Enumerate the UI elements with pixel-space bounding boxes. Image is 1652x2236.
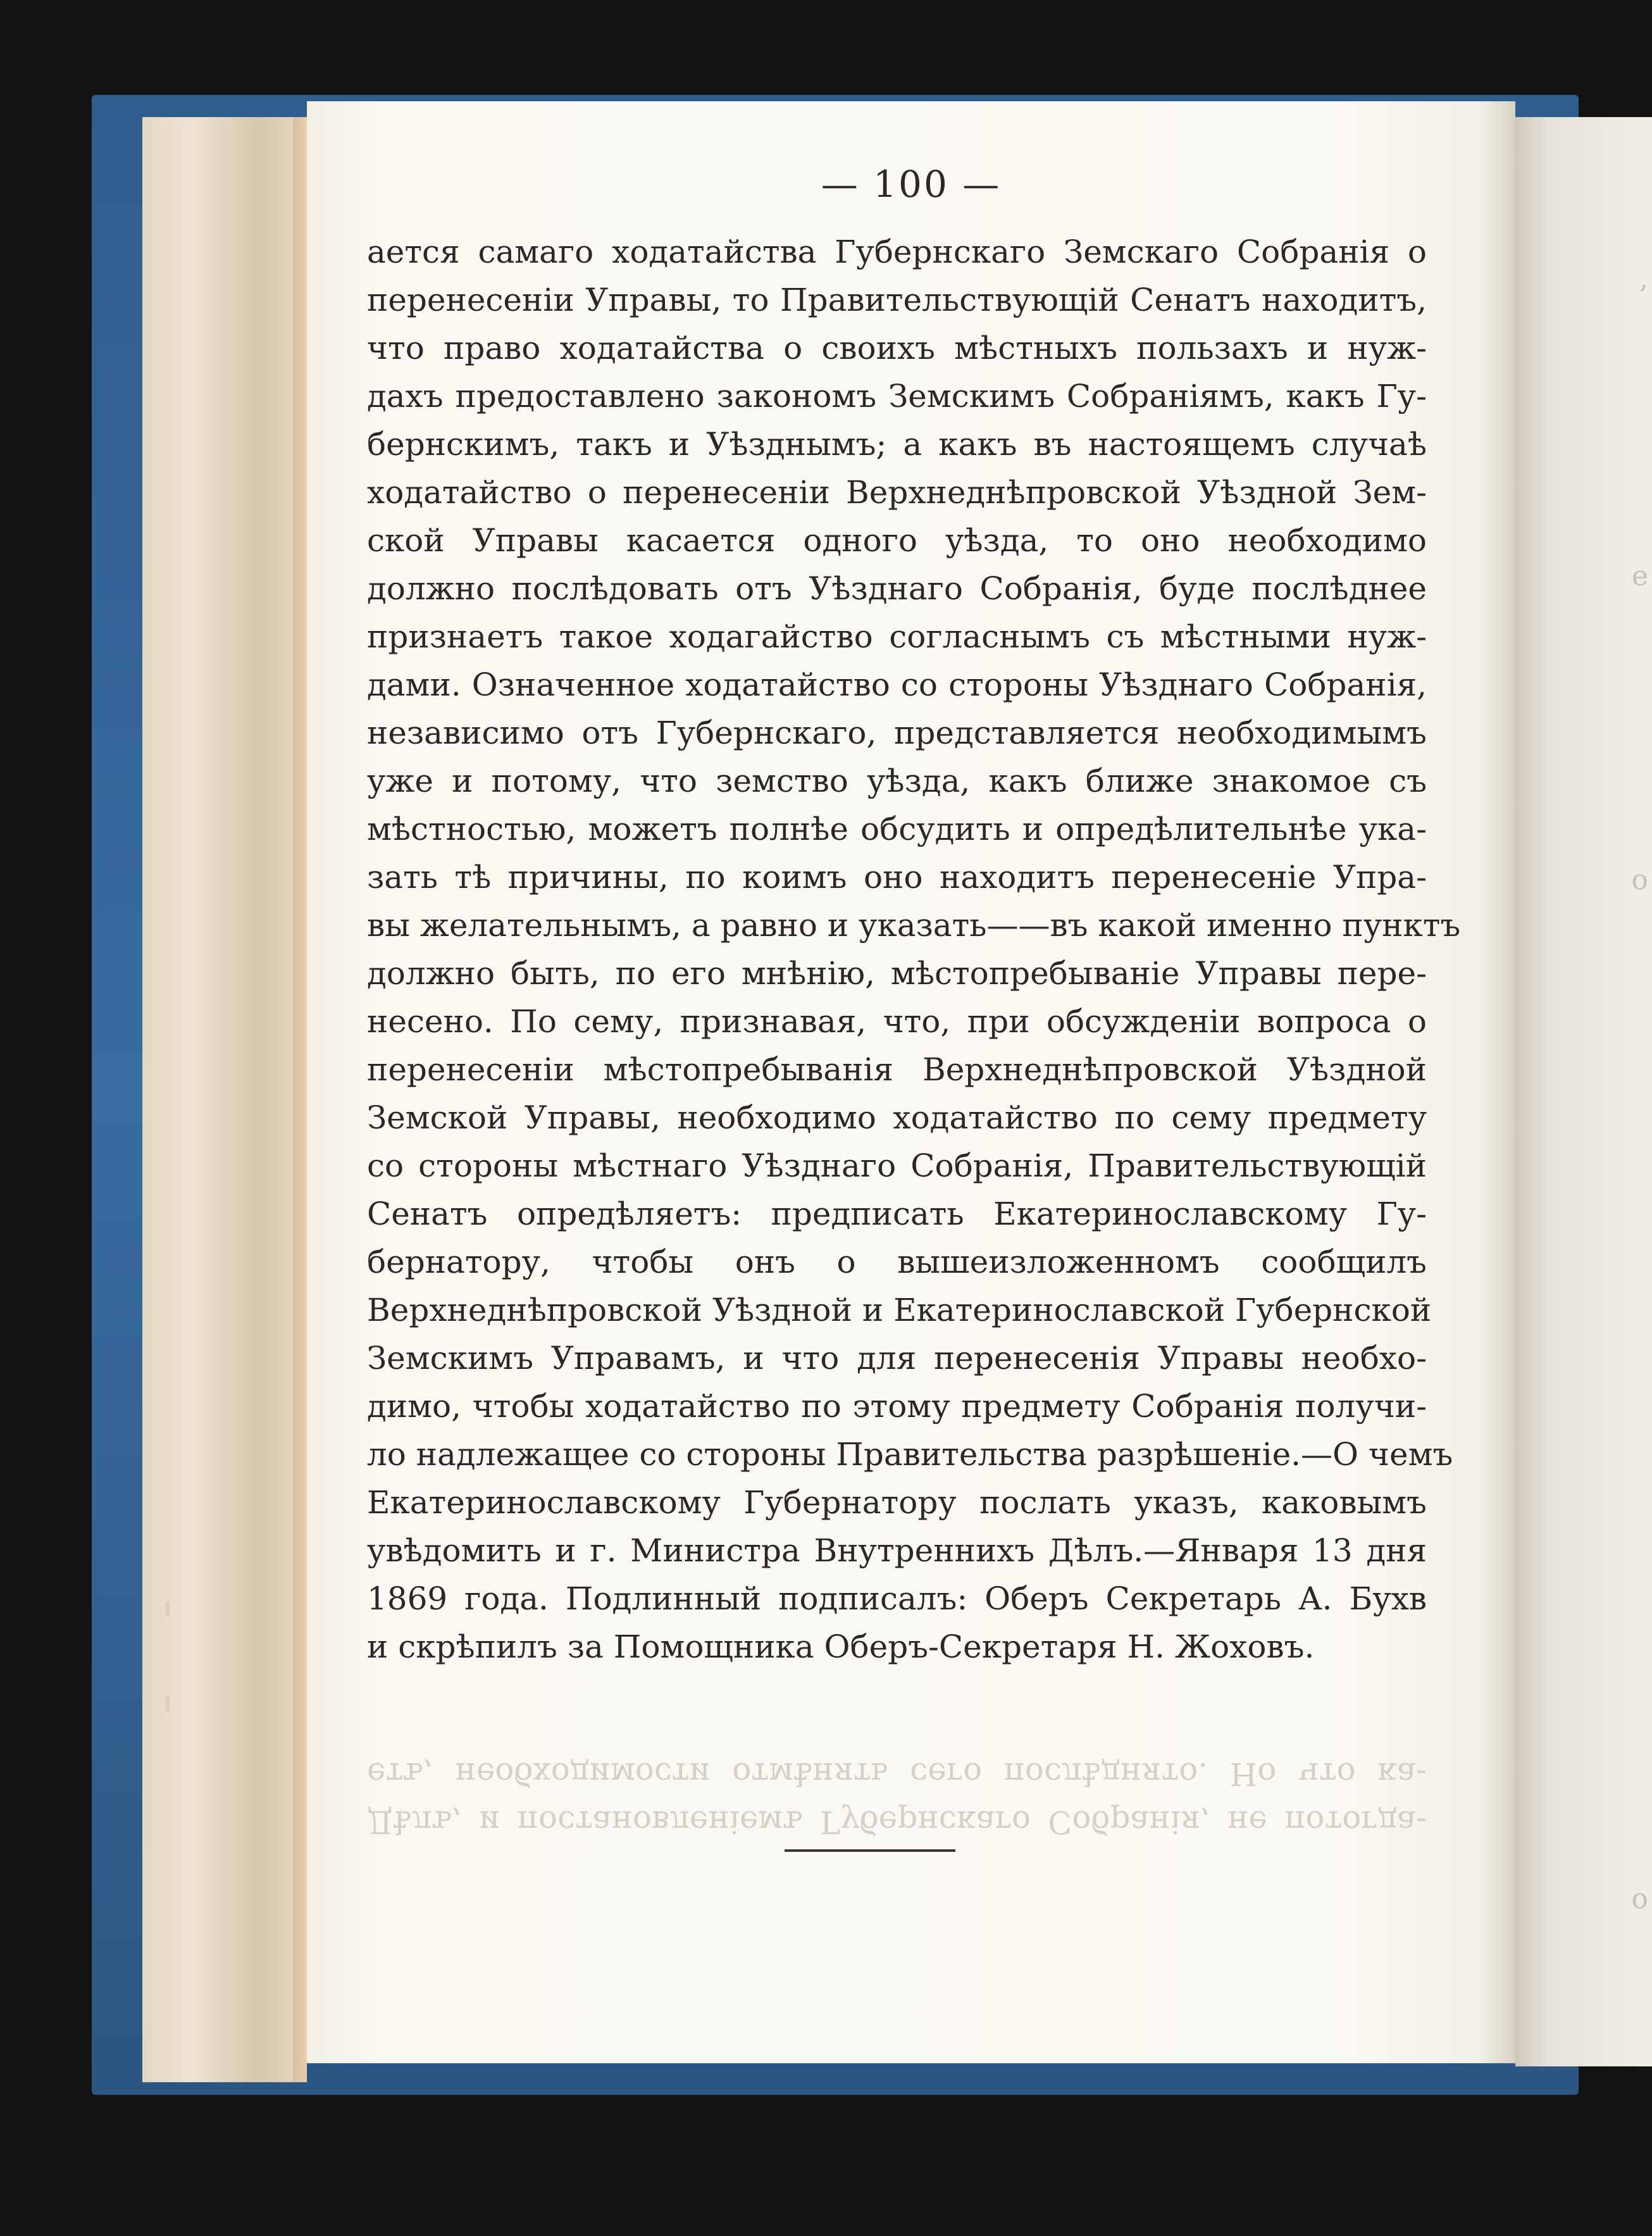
- text-line: и скрѣпилъ за Помощника Оберъ-Секретаря Н. Жоховъ.: [367, 1628, 1315, 1665]
- text-line: дами. Означенное ходатайство со стороны Уѣзднаго Собранія,: [367, 666, 1427, 703]
- text-line: ходатайство о перенесеніи Верхнеднѣпровской Уѣздной Зем-: [367, 474, 1427, 511]
- show-through-line: етъ, необходимости отмѣнять сего послѣднято. Но что ка-: [367, 1756, 1427, 1792]
- text-line: Земскимъ Управамъ, и что для перенесенія Управы необхо-: [367, 1340, 1427, 1377]
- text-line: дахъ предоставлено закономъ Земскимъ Собраніямъ, какъ Гу-: [367, 378, 1427, 415]
- page-edges: [142, 117, 307, 2082]
- text-line: признаетъ такое ходагайство согласнымъ съ мѣстными нуж-: [367, 618, 1427, 655]
- text-line: Сенатъ опредѣляетъ: предписать Екатеринославскому Гу-: [367, 1196, 1427, 1232]
- text-line: Екатеринославскому Губернатору послать указъ, каковымъ: [367, 1484, 1427, 1521]
- text-line: перенесеніи Управы, то Правительствующій Сенатъ находитъ,: [367, 282, 1427, 318]
- text-line: 1869 года. Подлинный подписалъ: Оберъ Секретарь А. Бухв: [367, 1580, 1427, 1617]
- page-edge-mark: [166, 1696, 170, 1711]
- text-line: зать тѣ причины, по коимъ оно находитъ перенесеніе Упра-: [367, 859, 1427, 896]
- text-line: уже и потому, что земство уѣзда, какъ ближе знакомое съ: [367, 763, 1427, 799]
- show-through-line: Дѣлъ, и постановленіемъ Губернскаго Собранія, не потогда-: [367, 1804, 1427, 1840]
- page-number: — 100 —: [821, 163, 1002, 206]
- text-line: ло надлежащее со стороны Правительства разрѣшеніе.—О чемъ: [367, 1436, 1453, 1473]
- text-line: Верхнеднѣпровской Уѣздной и Екатеринославской Губернской: [367, 1292, 1432, 1328]
- text-line: должно быть, по его мнѣнію, мѣстопребываніе Управы пере-: [367, 955, 1427, 992]
- text-line: димо, чтобы ходатайство по этому предмету Собранія получи-: [367, 1388, 1427, 1425]
- book-page: [307, 101, 1515, 2063]
- text-line: бернскимъ, такъ и Уѣзднымъ; а какъ въ настоящемъ случаѣ: [367, 426, 1427, 463]
- text-line: несено. По сему, признавая, что, при обсужденіи вопроса о: [367, 1003, 1427, 1040]
- text-line: должно послѣдовать отъ Уѣзднаго Собранія, буде послѣднее: [367, 570, 1427, 607]
- text-line: увѣдомить и г. Министра Внутреннихъ Дѣлъ.—Января 13 дня: [367, 1532, 1427, 1569]
- text-line: бернатору, чтобы онъ о вышеизложенномъ сообщилъ: [367, 1244, 1427, 1280]
- text-line: независимо отъ Губернскаго, представляется необходимымъ: [367, 715, 1427, 751]
- page-body-text: [367, 228, 1461, 1671]
- show-through-text: [367, 1750, 1427, 1846]
- text-line: мѣстностью, можетъ полнѣе обсудить и опредѣлительнѣе ука-: [367, 811, 1427, 847]
- text-line: ается самаго ходатайства Губернскаго Земскаго Собранія о: [367, 234, 1427, 270]
- text-line: вы желательнымъ, а равно и указать——въ какой именно пунктъ: [367, 907, 1461, 944]
- page-edge-mark: [166, 1601, 170, 1616]
- text-line: ской Управы касается одного уѣзда, то оно необходимо: [367, 522, 1427, 559]
- text-line: Земской Управы, необходимо ходатайство по сему предмету: [367, 1099, 1427, 1136]
- text-line: что право ходатайства о своихъ мѣстныхъ пользахъ и нуж-: [367, 330, 1427, 366]
- text-line: перенесеніи мѣстопребыванія Верхнеднѣпровской Уѣздной: [367, 1051, 1427, 1088]
- text-line: со стороны мѣстнаго Уѣзднаго Собранія, Правительствующій: [367, 1147, 1427, 1184]
- facing-page-edge: , е о о: [1515, 117, 1652, 2066]
- closing-rule: [785, 1849, 955, 1852]
